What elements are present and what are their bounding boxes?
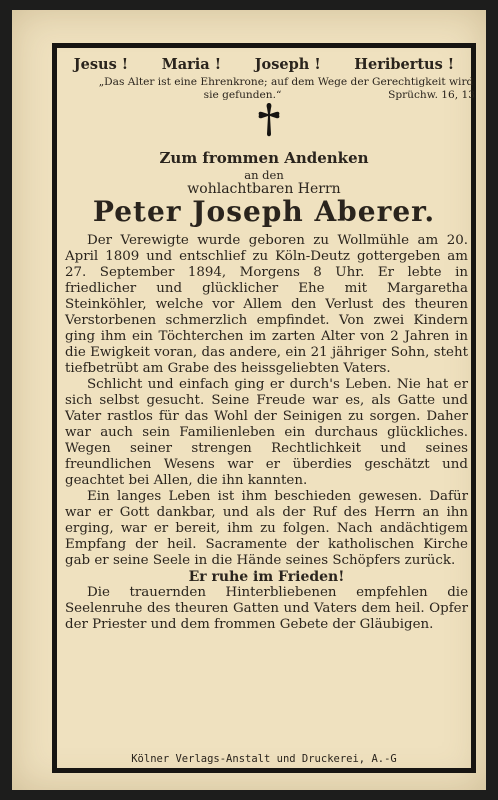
invocation-names (57, 56, 471, 73)
invocation-jesus: Jesus ! (73, 56, 129, 73)
rest-in-peace: Er ruhe im Frieden! (188, 569, 345, 585)
paragraph-character: Schlicht und einfach ging er durch's Leben. Nie hat er sich selbst gesucht. Seine Freude war es, als Gatte und Vater rastlos für das Wohl der Seinigen zu sorgen. Daher war auch sein Familienleben ein durchaus glückliches. Wegen seiner strengen Rechtlichkeit und seines freundlichen Wesens war er überdies geschätzt und geachtet bei Allen, die ihn kannten. (65, 377, 468, 488)
paragraph-prayer-request: Die trauernden Hinterbliebenen empfehlen die Seelenruhe des theuren Gatten und Vaters dem heil. Opfer der Priester und dem frommen Gebete der Gläubigen. (65, 585, 468, 632)
heading-an-den: an den (244, 168, 284, 182)
bible-quote (97, 76, 475, 102)
paragraph-biography: Der Verewigte wurde geboren zu Wollmühle am 20. April 1809 und entschlief zu Köln-Deutz gottergeben am 27. September 1894, Morgens 8 Uhr. Er lebte in friedlicher und glücklicher Ehe mit Margaretha Steinköhler, welche vor Allem den Verlust des theuren Verstorbenen schmerzlich empfindet. Von zwei Kindern ging ihm ein Töchterchen im zarten Alter von 2 Jahren in die Ewigkeit voran, das andere, ein 21 jähriger Sohn, steht tiefbetrübt am Grabe des heissgeliebten Vaters. (65, 233, 468, 376)
printer-credit: Kölner Verlags-Anstalt und Druckerei, A.-G (131, 753, 397, 765)
invocation-heribertus: Heribertus ! (354, 56, 455, 73)
invocation-maria: Maria ! (161, 56, 222, 73)
memorial-card (12, 10, 486, 790)
heading-herrn: wohlachtbaren Herrn (187, 181, 341, 197)
paragraph-death: Ein langes Leben ist ihm beschieden gewesen. Dafür war er Gott dankbar, und als der Ruf des Herrn an ihn erging, war er bereit, ihm zu folgen. Nach andächtigem Empfang der heil. Sacramente der katholischen Kirche gab er seine Seele in die Hände seines Schöpfers zurück. (65, 489, 468, 568)
quote-text: „Das Alter ist eine Ehrenkrone; auf dem Wege der Gerechtigkeit wird sie gefunden.“ (98, 76, 474, 101)
black-border-frame (52, 43, 476, 773)
quote-reference: Sprüchw. 16, 13 (388, 89, 475, 101)
obituary-body (65, 233, 468, 633)
heading-andenken: Zum frommen Andenken (159, 149, 369, 167)
deceased-name: Peter Joseph Aberer. (92, 195, 436, 228)
cross-icon (257, 101, 281, 139)
invocation-joseph: Joseph ! (254, 56, 321, 73)
